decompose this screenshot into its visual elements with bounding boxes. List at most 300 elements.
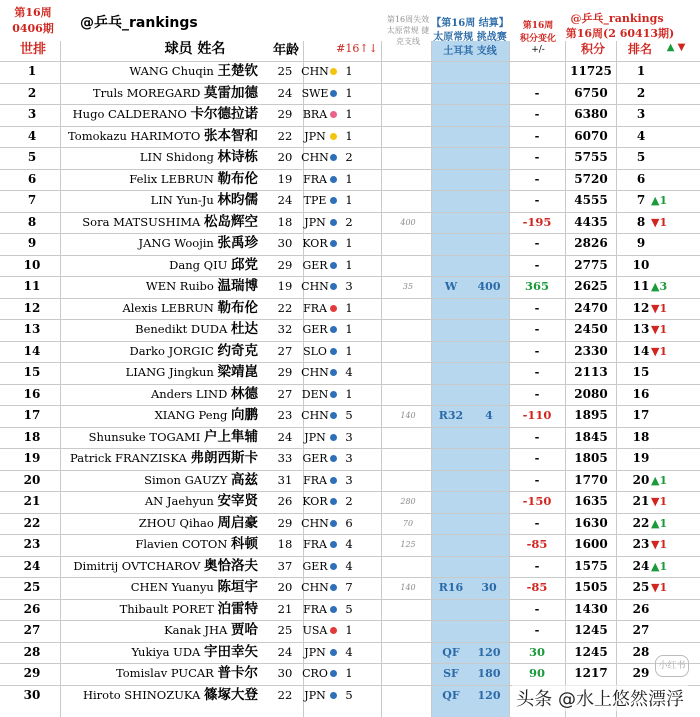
- player-name: [58, 233, 258, 255]
- country-dot: [330, 670, 337, 677]
- event-points: [470, 491, 508, 513]
- table-row: [0, 362, 700, 384]
- total-points: 1895: [574, 408, 608, 422]
- event-points: [470, 341, 508, 363]
- rank-movement: [651, 427, 681, 449]
- new-rank: 12: [632, 300, 650, 315]
- points-change: -85: [526, 580, 548, 594]
- total-points: 2330: [574, 343, 608, 358]
- player-country: FRA: [303, 301, 327, 315]
- player-country: SWE: [301, 86, 329, 100]
- world-rank-label: 世排: [19, 42, 46, 57]
- lost-points: [388, 599, 428, 621]
- total-points: 1630: [574, 515, 608, 530]
- player-name: [58, 427, 258, 449]
- player-country: CHN: [301, 151, 329, 164]
- player-age: 22: [277, 687, 293, 702]
- player-country: FRA: [303, 172, 327, 186]
- player-name-en: JANG Woojin: [138, 236, 214, 250]
- country-dot: [330, 133, 337, 140]
- lost-points: [388, 341, 428, 363]
- country-dot: [330, 627, 337, 634]
- rank-movement: [651, 126, 681, 148]
- country-dot: [330, 90, 337, 97]
- rank-movement: [651, 255, 681, 277]
- player-country: FRA: [303, 602, 327, 616]
- player-age: 18: [277, 537, 293, 551]
- new-rank: 3: [636, 107, 646, 121]
- event-points: [470, 298, 508, 320]
- new-rank: 25: [632, 580, 650, 594]
- lost-points: [388, 126, 428, 148]
- change-label-1: 第16周: [522, 21, 554, 31]
- national-rank: 5: [345, 601, 353, 616]
- world-rank: 22: [23, 515, 41, 530]
- country-dot: [330, 305, 337, 312]
- table-row: [0, 169, 700, 191]
- total-points: 2113: [574, 365, 608, 379]
- national-rank: 4: [345, 537, 353, 551]
- world-rank: 23: [23, 537, 41, 551]
- event-result: [432, 599, 470, 621]
- lost-points: [388, 685, 428, 707]
- rank-movement: [651, 599, 681, 621]
- lost-points: [388, 384, 428, 406]
- new-rank: 23: [632, 537, 650, 551]
- national-rank: 2: [345, 214, 353, 229]
- event-points: [470, 104, 508, 126]
- national-rank: 4: [345, 558, 353, 573]
- player-name: [58, 362, 258, 384]
- event-result: [432, 233, 470, 255]
- player-name-en: Hiroto SHINOZUKA: [82, 687, 201, 702]
- player-name-cn: 贾哈: [231, 622, 258, 638]
- table-row: [0, 491, 700, 513]
- world-rank: 7: [27, 193, 37, 207]
- points-change: -85: [526, 537, 548, 551]
- player-name-en: WEN Ruibo: [145, 279, 214, 293]
- new-rank: 18: [632, 429, 650, 444]
- country-dot: [330, 68, 337, 75]
- national-rank: 1: [345, 300, 353, 315]
- player-country: CHN: [301, 581, 329, 594]
- event-result: QF: [442, 645, 460, 659]
- player-country: GER: [302, 258, 328, 272]
- lost-points: [388, 83, 428, 105]
- player-name: [58, 104, 258, 126]
- world-rank: 15: [23, 365, 41, 379]
- issue-label: 第16周(2 60413期): [565, 27, 675, 40]
- player-name-cn: 梁靖崑: [217, 364, 258, 380]
- country-dot: [330, 563, 337, 570]
- total-points: 1245: [574, 644, 608, 659]
- player-age: 26: [277, 494, 293, 508]
- player-country: CHN: [301, 366, 329, 379]
- player-name-cn: 弗朗西斯卡: [190, 450, 258, 466]
- event-result: [432, 534, 470, 556]
- table-row: [0, 147, 700, 169]
- player-age: 21: [277, 601, 293, 616]
- player-name: [58, 384, 258, 406]
- lost-points: 140: [400, 583, 416, 592]
- world-rank: 26: [23, 601, 41, 616]
- player-country: JPN: [304, 215, 326, 229]
- lost-points: [388, 190, 428, 212]
- event-result: [432, 556, 470, 578]
- player-name: [58, 212, 258, 234]
- points-change: -: [534, 601, 540, 616]
- player-age: 29: [277, 365, 293, 379]
- lost-points: [388, 147, 428, 169]
- new-rank: 10: [632, 257, 650, 272]
- national-rank: 1: [345, 322, 353, 336]
- world-rank: 30: [23, 687, 41, 702]
- player-name-en: LIN Yun-Ju: [150, 193, 214, 207]
- event-points: [470, 83, 508, 105]
- rank-movement: ▼1: [651, 344, 668, 358]
- player-age: 23: [277, 408, 293, 422]
- new-rank: 1: [636, 64, 646, 78]
- total-points: 1245: [574, 623, 608, 637]
- world-rank: 3: [27, 107, 37, 121]
- player-name-en: Yukiya UDA: [131, 644, 201, 659]
- world-rank: 14: [23, 343, 41, 358]
- player-name-cn: 约奇克: [217, 342, 258, 359]
- event-points: [470, 620, 508, 642]
- event-points: [470, 427, 508, 449]
- event-result: [432, 104, 470, 126]
- event-label-1: 【第16周 结算】: [431, 18, 509, 29]
- change-label-2: 积分变化: [519, 34, 556, 44]
- table-row: [0, 513, 700, 535]
- event-result: [432, 341, 470, 363]
- country-dot: [330, 498, 337, 505]
- event-points: [470, 384, 508, 406]
- national-rank: 1: [345, 64, 353, 78]
- event-label-3: 土耳其 支线: [443, 46, 497, 57]
- points-change: -: [534, 472, 540, 487]
- player-name: [58, 620, 258, 642]
- player-name-en: LIANG Jingkun: [125, 365, 214, 379]
- event-points: 30: [481, 581, 497, 594]
- national-rank: 1: [345, 85, 353, 100]
- player-age: 30: [277, 236, 293, 250]
- rank-movement: ▼1: [651, 215, 668, 229]
- points-change: -: [534, 300, 540, 315]
- total-points: 1845: [574, 429, 608, 444]
- event-result: SF: [443, 667, 459, 680]
- player-name: [58, 298, 258, 320]
- table-row: [0, 212, 700, 234]
- new-rank: 24: [632, 558, 650, 573]
- sort-label: #16↑↓: [336, 42, 378, 55]
- country-dot: [330, 369, 337, 376]
- player-age: 19: [277, 171, 293, 186]
- player-age: 30: [277, 666, 293, 680]
- event-points: [470, 61, 508, 83]
- new-rank: 15: [632, 365, 650, 379]
- national-rank: 1: [345, 623, 353, 637]
- points-change: -: [534, 451, 540, 465]
- event-points: [470, 212, 508, 234]
- country-dot: [330, 412, 337, 419]
- player-name-cn: 松岛辉空: [204, 213, 258, 230]
- lost-points: [388, 233, 428, 255]
- player-name-cn: 周启豪: [217, 514, 258, 531]
- table-row: [0, 319, 700, 341]
- lost-points: 280: [400, 497, 416, 506]
- player-name-en: WANG Chuqin: [129, 64, 214, 78]
- points-change: -: [534, 429, 540, 444]
- total-points: 1505: [574, 580, 608, 594]
- rank-movement: [651, 83, 681, 105]
- country-dot: [330, 176, 337, 183]
- lost-points: 125: [400, 540, 416, 549]
- player-age: 19: [277, 279, 293, 293]
- country-dot: [330, 262, 337, 269]
- points-change: 365: [524, 279, 549, 293]
- player-country: KOR: [302, 495, 328, 508]
- points-change: -: [534, 386, 540, 401]
- player-name: [58, 61, 258, 83]
- points-change: -: [534, 107, 540, 121]
- event-result: [432, 362, 470, 384]
- player-name-cn: 莫雷加德: [204, 84, 258, 101]
- player-name-en: Simon GAUZY: [144, 472, 228, 487]
- world-rank: 17: [23, 408, 41, 422]
- player-name: [58, 685, 258, 707]
- total-points: 1575: [574, 558, 608, 573]
- player-age: 37: [277, 558, 293, 573]
- player-name-cn: 普卡尔: [217, 665, 258, 681]
- rank-movement: ▲1: [651, 194, 668, 207]
- country-dot: [330, 348, 337, 355]
- player-age: 20: [277, 150, 293, 164]
- event-result: [432, 255, 470, 277]
- total-points: 1600: [574, 537, 608, 551]
- player-name: [58, 83, 258, 105]
- lost-points: [388, 255, 428, 277]
- table-row: [0, 427, 700, 449]
- table-row: [0, 255, 700, 277]
- country-dot: [330, 111, 337, 118]
- table-row: [0, 83, 700, 105]
- name-label: 球员 姓名: [164, 41, 226, 57]
- rank-movement: [651, 384, 681, 406]
- total-points: 6380: [574, 107, 608, 121]
- national-rank: 3: [345, 429, 353, 444]
- world-rank: 8: [27, 214, 37, 229]
- points-change: -: [534, 515, 540, 530]
- total-points: 6750: [574, 85, 608, 100]
- player-name: [58, 190, 258, 212]
- player-country: GER: [302, 559, 328, 573]
- national-rank: 1: [345, 343, 353, 358]
- table-row: [0, 104, 700, 126]
- player-name-cn: 科顿: [231, 536, 258, 552]
- country-dot: [330, 219, 337, 226]
- player-age: 25: [277, 64, 293, 78]
- world-rank: 27: [23, 623, 41, 637]
- player-name-cn: 林昀儒: [217, 192, 258, 208]
- player-name-cn: 篠塚大登: [204, 686, 258, 703]
- player-age: 25: [277, 623, 293, 637]
- event-points: [470, 470, 508, 492]
- player-name-cn: 张本智和: [204, 127, 258, 144]
- event-label-2: 太原常规 挑战赛: [433, 32, 507, 43]
- player-name: [58, 341, 258, 363]
- event-result: [432, 61, 470, 83]
- player-name-cn: 泊雷特: [217, 600, 258, 617]
- total-points: 2775: [574, 257, 608, 272]
- world-rank: 21: [23, 494, 41, 508]
- event-points: [470, 513, 508, 535]
- player-name-en: XIANG Peng: [154, 408, 228, 422]
- country-dot: [330, 283, 337, 290]
- event-points: [470, 255, 508, 277]
- national-rank: 3: [345, 451, 353, 465]
- points-change: -195: [522, 214, 552, 229]
- country-dot: [330, 649, 337, 656]
- new-rank: 13: [632, 322, 650, 336]
- player-age: 18: [277, 214, 293, 229]
- event-result: [432, 298, 470, 320]
- points-change: -: [534, 85, 540, 100]
- national-rank: 1: [345, 128, 353, 143]
- player-name-cn: 林德: [231, 385, 258, 402]
- player-age: 32: [277, 322, 293, 336]
- lost-points: [388, 169, 428, 191]
- national-rank: 6: [345, 515, 353, 530]
- table-row: [0, 534, 700, 556]
- total-points: 2826: [574, 236, 608, 250]
- national-rank: 3: [345, 279, 353, 293]
- player-name-en: Darko JORGIC: [129, 343, 214, 358]
- world-rank: 11: [23, 279, 41, 293]
- lost-points: [388, 362, 428, 384]
- world-rank: 5: [27, 150, 37, 164]
- world-rank: 20: [23, 472, 41, 487]
- event-points: [470, 190, 508, 212]
- country-dot: [330, 240, 337, 247]
- national-rank: 1: [345, 236, 353, 250]
- player-country: CHN: [301, 409, 329, 422]
- world-rank: 18: [23, 429, 41, 444]
- points-change: -: [534, 171, 540, 186]
- points-change: -: [534, 193, 540, 207]
- table-row: [0, 642, 700, 664]
- player-age: 24: [277, 644, 293, 659]
- player-country: TPE: [303, 194, 327, 207]
- points-change: -: [534, 128, 540, 143]
- national-rank: 4: [345, 644, 353, 659]
- event-points: [470, 599, 508, 621]
- player-name-cn: 邱党: [231, 256, 258, 273]
- lost-points: 140: [400, 411, 416, 420]
- player-name: [58, 255, 258, 277]
- world-rank: 10: [23, 257, 41, 272]
- world-rank: 12: [23, 300, 41, 315]
- world-rank: 6: [27, 171, 37, 186]
- table-row: [0, 448, 700, 470]
- event-points: 180: [477, 667, 501, 680]
- national-rank: 1: [345, 171, 353, 186]
- event-points: [470, 319, 508, 341]
- event-points: [470, 233, 508, 255]
- player-country: GER: [302, 323, 328, 336]
- player-name: [58, 147, 258, 169]
- new-rank: 28: [632, 644, 650, 659]
- player-country: JPN: [304, 645, 326, 659]
- player-name-en: AN Jaehyun: [144, 494, 214, 508]
- lost-points: [388, 319, 428, 341]
- event-result: R32: [438, 409, 464, 422]
- event-result: QF: [442, 688, 460, 702]
- player-name-cn: 宇田幸矢: [204, 643, 258, 660]
- rank-movement: [651, 147, 681, 169]
- country-dot: [330, 197, 337, 204]
- total-points: 4435: [574, 214, 608, 229]
- lost-points: [388, 663, 428, 685]
- new-rank: 22: [632, 515, 650, 530]
- lost-points: [388, 61, 428, 83]
- lost-points: [388, 298, 428, 320]
- national-rank: 1: [345, 386, 353, 401]
- event-result: [432, 169, 470, 191]
- points-change: [512, 61, 562, 83]
- event-points: [470, 147, 508, 169]
- rank-movement: [651, 362, 681, 384]
- player-age: 27: [277, 343, 293, 358]
- lost-points: 400: [400, 217, 416, 227]
- new-rank: 17: [632, 408, 650, 422]
- lost-points: [388, 448, 428, 470]
- total-points: 4555: [574, 193, 608, 207]
- country-dot: [330, 541, 337, 548]
- total-points: 2470: [574, 300, 608, 315]
- player-country: CRO: [302, 667, 328, 680]
- player-name-cn: 安宰贤: [217, 493, 258, 509]
- player-country: KOR: [302, 237, 328, 250]
- rank-movement: ▲3: [651, 280, 668, 293]
- event-result: [432, 491, 470, 513]
- world-rank: 29: [23, 666, 41, 680]
- new-rank: 11: [632, 279, 650, 293]
- world-rank: 28: [23, 644, 41, 659]
- table-row: [0, 233, 700, 255]
- player-age: 31: [277, 472, 293, 487]
- lost-points: [388, 620, 428, 642]
- player-name-cn: 王楚钦: [217, 63, 258, 79]
- total-points: 1635: [574, 494, 608, 508]
- world-rank: 4: [27, 128, 37, 143]
- points-change: 30: [528, 644, 545, 659]
- event-points: [470, 169, 508, 191]
- country-dot: [330, 520, 337, 527]
- world-rank: 13: [23, 322, 41, 336]
- player-name-cn: 高兹: [231, 471, 258, 488]
- lost-points: 35: [402, 282, 414, 291]
- table-header: [0, 0, 700, 60]
- national-rank: 5: [345, 687, 353, 702]
- rank-movement: ▲1: [651, 559, 668, 573]
- rank-movement: ▼1: [651, 538, 668, 551]
- rank-movement: ▼1: [651, 495, 668, 508]
- player-country: GER: [302, 452, 328, 465]
- total-points: 5755: [574, 150, 608, 164]
- event-points: [470, 362, 508, 384]
- player-name: [58, 169, 258, 191]
